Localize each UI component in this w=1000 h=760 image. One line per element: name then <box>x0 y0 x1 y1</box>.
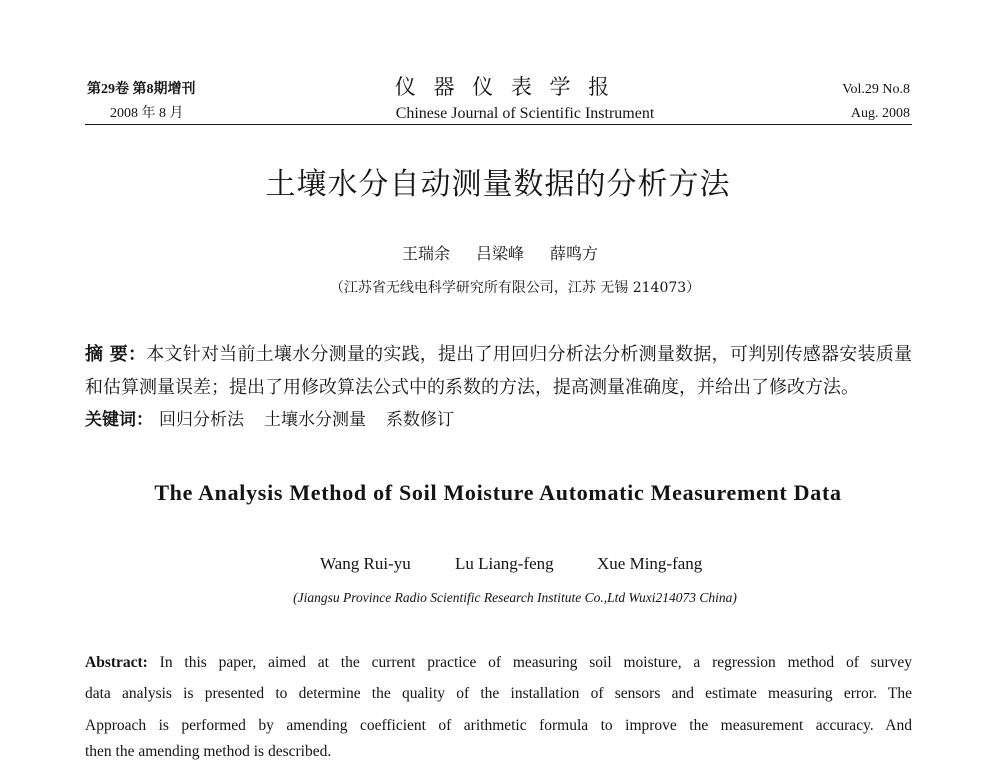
abstract-cn-text: 和估算测量误差；提出了用修改算法公式中的系数的方法，提高测量准确度，并给出了修改方法。 <box>85 377 859 398</box>
abstract-en-line <box>85 715 912 737</box>
abstract-cn-line <box>85 374 912 402</box>
journal-name-en: Chinese Journal of Scientific Instrument <box>395 105 655 122</box>
author-name-en: Wang Rui-yu <box>320 554 411 573</box>
keywords-cn <box>85 407 468 433</box>
abstract-en-line <box>85 744 912 760</box>
journal-name-cn: 仪 器 仪 表 学 报 <box>394 75 610 99</box>
affiliation-en: (Jiangsu Province Radio Scientific Research Institute Co.,Ltd Wuxi214073 China) <box>293 590 737 605</box>
paper-title-cn: 土壤水分自动测量数据的分析方法 <box>265 167 731 202</box>
header-rule <box>85 124 912 125</box>
abstract-en-text: then the amending method is described. <box>85 743 332 760</box>
abstract-cn-text: 本文针对当前土壤水分测量的实践，提出了用回归分析法分析测量数据，可判别传感器安装质量 <box>146 344 912 365</box>
keyword-item: 回归分析法 <box>159 410 244 430</box>
volume-issue-en: Vol.29 No.8 <box>842 82 910 97</box>
publication-date-en: Aug. 2008 <box>850 106 910 121</box>
keyword-item: 系数修订 <box>386 410 454 430</box>
keywords-cn-label: 关键词： <box>85 410 153 430</box>
author-list-cn <box>350 244 650 264</box>
abstract-en-text: data analysis is presented to determine the quality of the installation of sensors and estimate measuring error. The <box>85 685 912 702</box>
author-name-cn: 王瑞余 <box>401 244 450 263</box>
abstract-en-text: Approach is performed by amending coefficient of arithmetic formula to improve the measurement accuracy. And <box>85 717 912 734</box>
author-name-cn: 吕梁峰 <box>475 244 524 263</box>
abstract-en-label: Abstract: <box>85 654 148 671</box>
affiliation-cn: （江苏省无线电科学研究所有限公司，江苏 无锡 214073） <box>329 280 701 296</box>
abstract-en-line <box>85 652 912 674</box>
volume-issue-cn: 第29卷 第8期增刊 <box>87 82 196 97</box>
publication-date-cn: 2008 年 8 月 <box>110 106 184 121</box>
abstract-cn-line <box>85 341 912 369</box>
keyword-item: 土壤水分测量 <box>264 410 366 430</box>
paper-title-en: The Analysis Method of Soil Moisture Automatic Measurement Data <box>154 480 842 505</box>
abstract-en-text: In this paper, aimed at the current practice of measuring soil moisture, a regression method of survey <box>159 654 912 671</box>
author-name-en: Xue Ming-fang <box>597 554 703 573</box>
author-name-cn: 薛鸣方 <box>550 244 599 263</box>
abstract-en-line <box>85 683 912 705</box>
author-name-en: Lu Liang-feng <box>455 554 554 573</box>
abstract-cn-label: 摘 要： <box>85 344 147 365</box>
